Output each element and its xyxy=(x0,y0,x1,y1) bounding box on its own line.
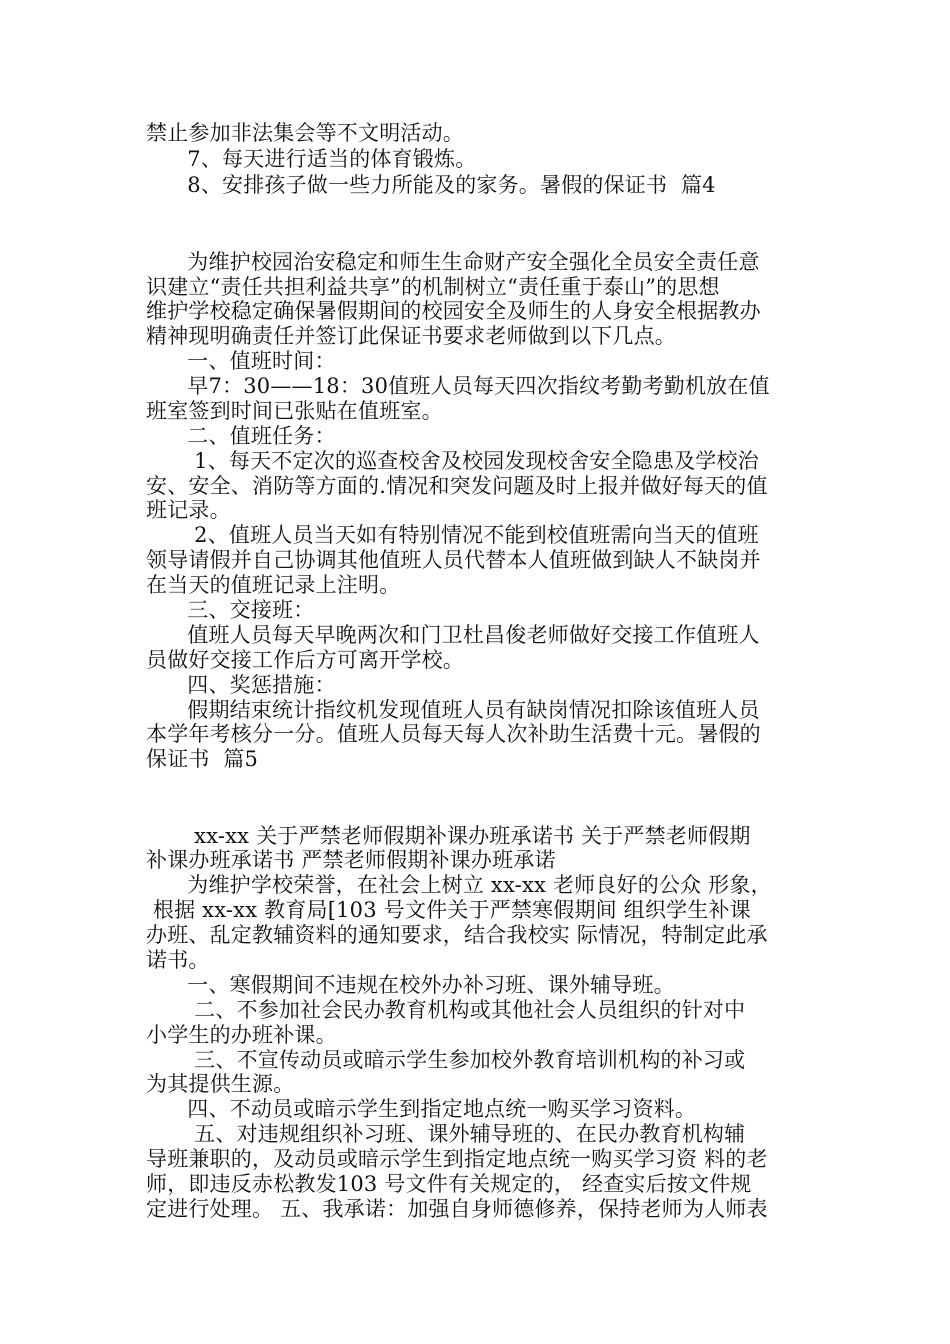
text-line: 为其提供生源。 xyxy=(146,1072,295,1096)
text-line: 领导请假并自己协调其他值班人员代替本人值班做到缺人不缺岗并 xyxy=(146,548,761,572)
text-line: 诺书。 xyxy=(146,948,210,972)
text-line: 二、不参加社会民办教育机构或其他社会人员组织的针对中 xyxy=(146,998,746,1022)
text-line: 根据 xx-xx 教育局[103 号文件关于严禁寒假期间 组织学生补课 xyxy=(146,898,751,922)
text-line: 维护学校稳定确保暑假期间的校园安全及师生的人身安全根据教办 xyxy=(146,299,761,323)
text-line: 为维护学校荣誉，在社会上树立 xx-xx 老师良好的公众 形象， xyxy=(146,873,772,897)
text-line: 班室签到时间已张贴在值班室。 xyxy=(146,399,443,423)
text-line: 2、值班人员当天如有特别情况不能到校值班需向当天的值班 xyxy=(146,523,759,547)
text-line: 一、寒假期间不违规在校外办补习班、课外辅导班。 xyxy=(146,973,675,997)
text-line: 五、对违规组织补习班、课外辅导班的、在民办教育机构辅 xyxy=(146,1122,746,1146)
text-line: xx-xx 关于严禁老师假期补课办班承诺书 关于严禁老师假期 xyxy=(146,824,751,848)
text-line: 补课办班承诺书 严禁老师假期补课办班承诺 xyxy=(146,848,556,872)
text-line: 禁止参加非法集会等不文明活动。 xyxy=(146,121,464,145)
text-line: 早7：30——18：30值班人员每天四次指纹考勤考勤机放在值 xyxy=(146,374,770,398)
text-line: 精神现明确责任并签订此保证书要求老师做到以下几点。 xyxy=(146,324,676,348)
text-line: 办班、乱定教辅资料的通知要求，结合我校实 际情况，特制定此承 xyxy=(146,923,768,947)
text-line: 安、安全、消防等方面的.情况和突发问题及时上报并做好每天的值 xyxy=(146,474,768,498)
text-line: 班记录。 xyxy=(146,498,231,522)
text-line: 一、值班时间： xyxy=(146,349,336,373)
text-line: 三、不宣传动员或暗示学生参加校外教育培训机构的补习或 xyxy=(146,1048,746,1072)
text-line: 师，即违反赤松教发103 号文件有关规定的， 经查实后按文件规 xyxy=(146,1172,752,1196)
text-line: 四、奖惩措施： xyxy=(146,673,336,697)
text-line: 定进行处理。 五、我承诺：加强自身师德修养，保持老师为人师表 xyxy=(146,1197,768,1221)
text-line: 二、值班任务： xyxy=(146,424,336,448)
text-line: 假期结束统计指纹机发现值班人员有缺岗情况扣除该值班人员 xyxy=(146,698,760,722)
text-line: 1、每天不定次的巡查校舍及校园发现校舍安全隐患及学校治 xyxy=(146,449,759,473)
text-line: 四、不动员或暗示学生到指定地点统一购买学习资料。 xyxy=(146,1097,697,1121)
text-line: 7、每天进行适当的体育锻炼。 xyxy=(146,147,477,171)
text-line: 为维护校园治安稳定和师生生命财产安全强化全员安全责任意 xyxy=(146,250,760,274)
text-line: 值班人员每天早晚两次和门卫杜昌俊老师做好交接工作值班人 xyxy=(146,623,760,647)
text-line: 本学年考核分一分。值班人员每天每人次补助生活费十元。暑假的 xyxy=(146,722,761,746)
text-line: 导班兼职的，及动员或暗示学生到指定地点统一购买学习资 料的老 xyxy=(146,1147,768,1171)
text-line: 三、交接班： xyxy=(146,598,315,622)
text-line: 在当天的值班记录上注明。 xyxy=(146,573,401,597)
text-line: 识建立“责任共担利益共享”的机制树立“责任重于泰山”的思想 xyxy=(146,275,720,299)
text-line: 小学生的办班补课。 xyxy=(146,1023,337,1047)
text-line: 员做好交接工作后方可离开学校。 xyxy=(146,648,464,672)
text-line: 保证书 篇5 xyxy=(146,747,259,771)
text-line: 8、安排孩子做一些力所能及的家务。暑假的保证书 篇4 xyxy=(146,173,716,197)
